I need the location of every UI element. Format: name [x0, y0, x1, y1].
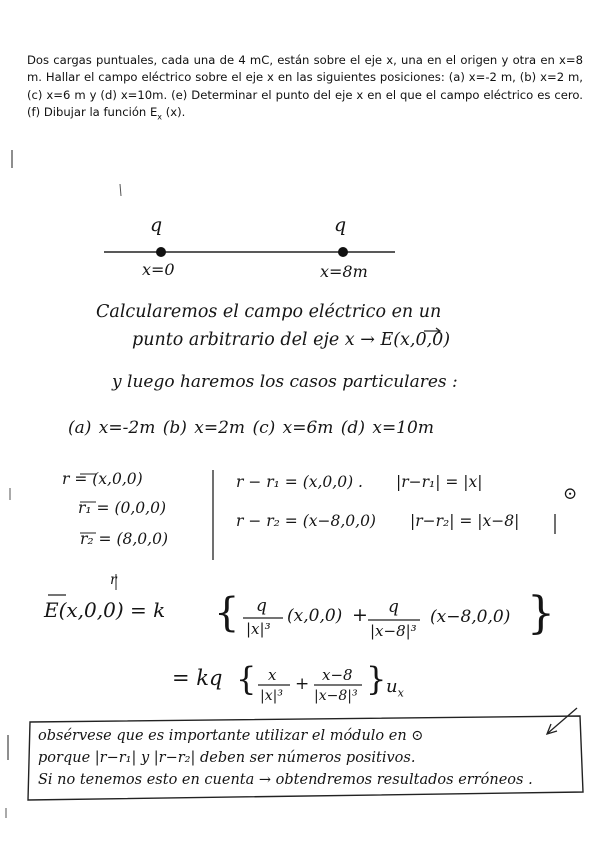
term2-vector: (x−8,0,0): [430, 607, 511, 627]
position2-label: x=8m: [320, 262, 368, 281]
formula-brace-open: {: [214, 590, 240, 636]
formula2-plus: +: [295, 674, 310, 694]
problem-text-end: (x).: [162, 105, 186, 120]
frac1-numerator: x: [268, 666, 277, 684]
charge1-dot: [156, 247, 166, 257]
note-line-2: punto arbitrario del eje x → E(x,0,0): [132, 330, 451, 350]
difference-r1: r − r₁ = (x,0,0) .: [236, 473, 363, 491]
modulus-r1: |r−r₁| = |x|: [396, 473, 483, 491]
formula2-brace-open: {: [236, 660, 257, 698]
formula-r-label: r: [110, 572, 117, 588]
cases-line: (a) x=-2m (b) x=2m (c) x=6m (d) x=10m: [68, 418, 434, 438]
unit-vector-subscript: x: [397, 686, 404, 700]
boxed-note-line-3: Si no tenemos esto en cuenta → obtendremos resultados erróneos .: [38, 772, 533, 788]
term1-numerator: q: [256, 596, 267, 616]
term1-vector: (x,0,0): [287, 606, 343, 626]
charge2-label: q: [334, 214, 347, 236]
formula2-brace-close: }: [366, 660, 387, 698]
unit-vector: [386, 676, 404, 700]
formula-line2-lhs: = kq: [172, 666, 223, 690]
formula-lhs: E(x,0,0) = k: [44, 598, 166, 622]
unit-vector-letter: u: [386, 676, 398, 697]
frac1-denominator: |x|³: [260, 688, 283, 704]
vector-r1: r₁ = (0,0,0): [78, 499, 166, 517]
boxed-note-line-1: obsérvese que es importante utilizar el módulo en ⊙: [38, 728, 424, 744]
difference-r2: r − r₂ = (x−8,0,0): [236, 512, 376, 530]
note-line-3: y luego haremos los casos particulares :: [112, 372, 458, 392]
formula-plus: +: [352, 604, 368, 626]
vector-r: r = (x,0,0): [62, 470, 143, 488]
charge2-dot: [338, 247, 348, 257]
note-line-1: Calcularemos el campo eléctrico en un: [96, 302, 442, 322]
term2-denominator: |x−8|³: [370, 622, 417, 640]
position1-label: x=0: [142, 260, 175, 279]
frac2-denominator: |x−8|³: [314, 688, 358, 704]
problem-text: Dos cargas puntuales, cada una de 4 mC, están sobre el eje x, una en el origen y otra en x=8 m. Hallar el campo eléctrico sobre el eje x en las siguientes posiciones: (a) x=-2 m, (b) x=2 m, (c) x=6 m y (d) x=10m. (e) Determinar el punto del eje x en el que el campo eléctrico es cero. (f) Dibujar la función E: [27, 53, 583, 120]
charge1-label: q: [150, 214, 163, 236]
term1-denominator: |x|³: [246, 620, 271, 638]
modulus-r2: |r−r₂| = |x−8|: [410, 512, 520, 530]
term2-numerator: q: [388, 597, 399, 617]
vector-r2: r₂ = (8,0,0): [80, 530, 168, 548]
boxed-note-line-2: porque |r−r₁| y |r−r₂| deben ser números positivos.: [38, 750, 416, 766]
circle-mark-icon: ⊙: [563, 484, 578, 504]
problem-subscript: x: [157, 112, 163, 122]
formula-brace-close: }: [527, 588, 555, 639]
frac2-numerator: x−8: [322, 666, 353, 684]
